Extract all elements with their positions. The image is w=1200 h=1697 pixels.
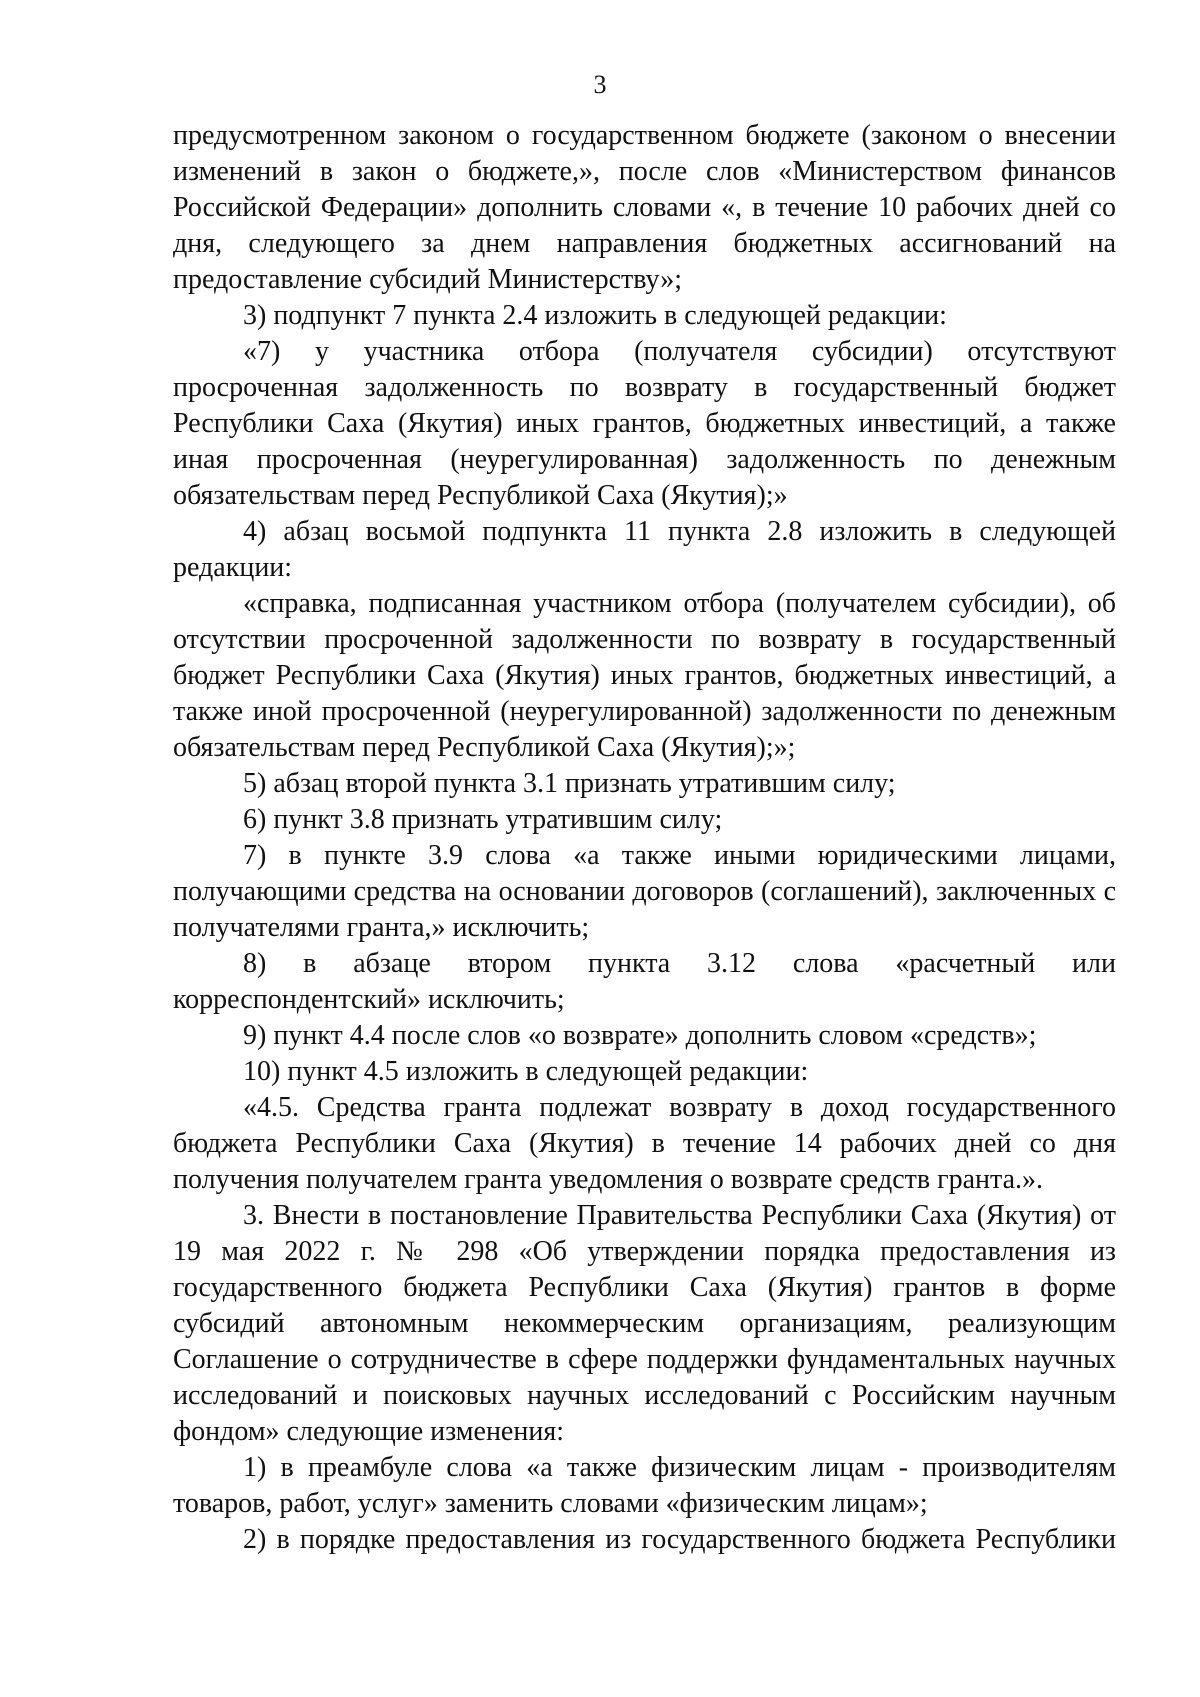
page-number: 3	[593, 70, 607, 99]
paragraph-item-10: 10) пункт 4.5 изложить в следующей редакции:	[243, 1056, 809, 1087]
paragraph-item-9: 9) пункт 4.4 после слов «о возврате» дополнить словом «средств»;	[243, 1020, 1037, 1051]
paragraph-sub-1: 1) в преамбуле слова «а также физическим лицам - производителям товаров, работ, услуг» заменить словами «физическим лицам»;	[173, 1452, 1116, 1519]
paragraph-item-6: 6) пункт 3.8 признать утратившим силу;	[243, 804, 723, 835]
paragraph-quote-certificate: «справка, подписанная участником отбора (получателем субсидии), об отсутствии просроченной задолженности по возврату в государственный бюджет Республики Саха (Якутия) иных грантов, бюджетных инвестиций, а также иной просроченной (неурегулированной) задолженности по денежным обязательствам перед Республикой Саха (Якутия);»;	[173, 588, 1116, 763]
paragraph-item-3: 3) подпункт 7 пункта 2.4 изложить в следующей редакции:	[243, 300, 947, 331]
paragraph-quote-4-5: «4.5. Средства гранта подлежат возврату в доход государственного бюджета Республики Саха (Якутия) в течение 14 рабочих дней со дня получения получателем гранта уведомления о возврате средств гранта.».	[173, 1092, 1116, 1195]
paragraph-item-5: 5) абзац второй пункта 3.1 признать утратившим силу;	[243, 768, 896, 799]
paragraph-section-3: 3. Внести в постановление Правительства Республики Саха (Якутия) от 19 мая 2022 г. № 298 «Об утверждении порядка предоставления из государственного бюджета Республики Саха (Якутия) грантов в форме субсидий автономным некоммерческим организациям, реализующим Соглашение о сотрудничестве в сфере поддержки фундаментальных научных исследований и поисковых научных исследований с Российским научным фондом» следующие изменения:	[173, 1200, 1116, 1447]
paragraph-quote-7: «7) у участника отбора (получателя субсидии) отсутствуют просроченная задолженность по возврату в государственный бюджет Республики Саха (Якутия) иных грантов, бюджетных инвестиций, а также иная просроченная (неурегулированная) задолженность по денежным обязательствам перед Республикой Саха (Якутия);»	[173, 336, 1116, 511]
paragraph-sub-2: 2) в порядке предоставления из государственного бюджета Республики	[243, 1524, 1116, 1555]
paragraph-continuation: предусмотренном законом о государственном бюджете (законом о внесении изменений в закон о бюджете,», после слов «Министерством финансов Российской Федерации» дополнить словами «, в течение 10 рабочих дней со дня, следующего за днем направления бюджетных ассигнований на предоставление субсидий Министерству»;	[173, 120, 1116, 295]
paragraph-item-4: 4) абзац восьмой подпункта 11 пункта 2.8 изложить в следующей редакции:	[173, 516, 1116, 583]
paragraph-item-8: 8) в абзаце втором пункта 3.12 слова «расчетный или корреспондентский» исключить;	[173, 948, 1116, 1015]
paragraph-item-7: 7) в пункте 3.9 слова «а также иными юридическими лицами, получающими средства на основании договоров (соглашений), заключенных с получателями гранта,» исключить;	[173, 840, 1116, 943]
document-body	[173, 118, 1116, 1558]
